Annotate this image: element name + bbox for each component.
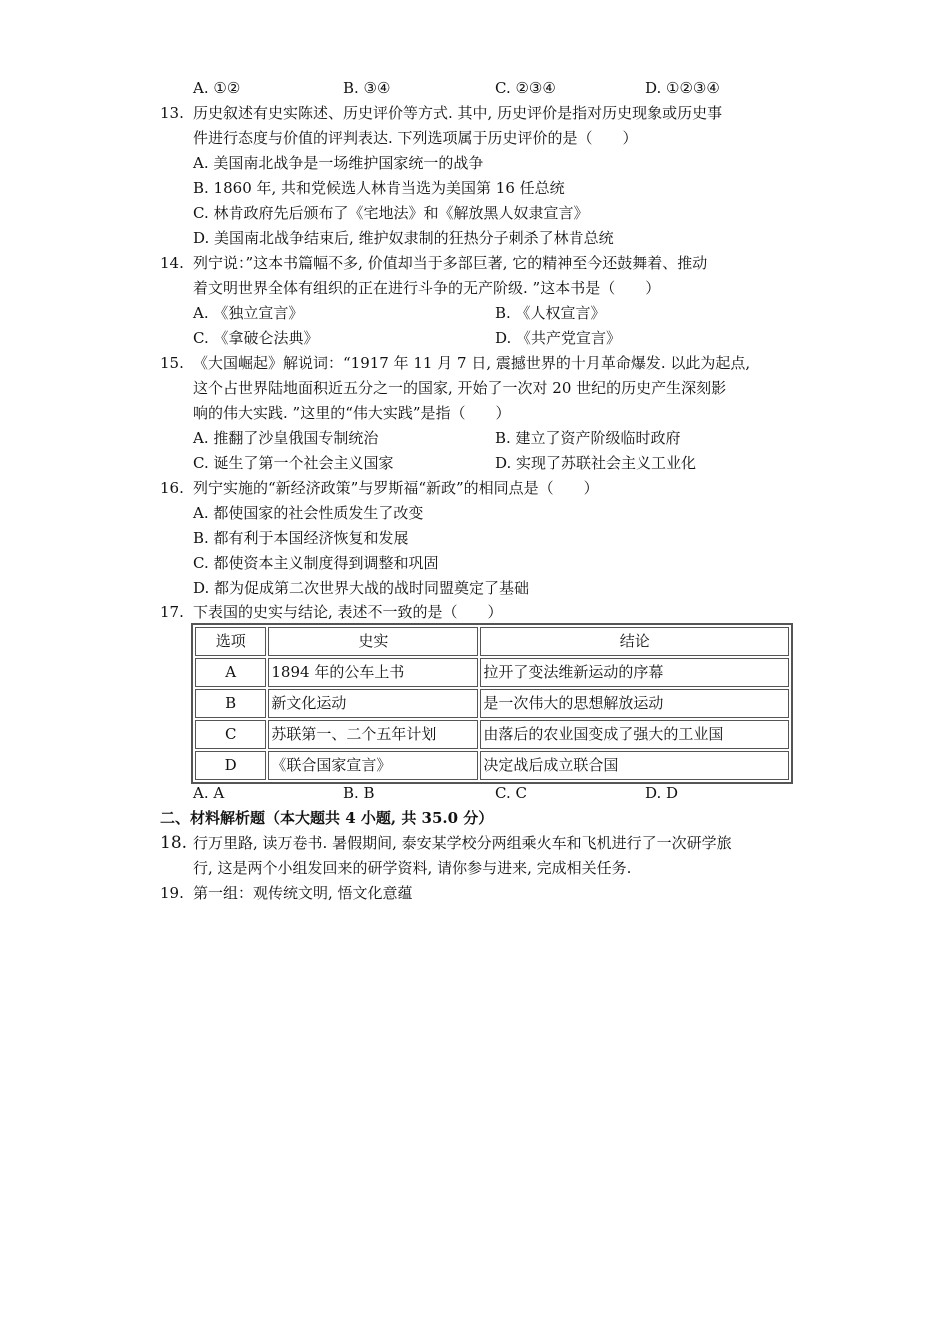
q16-option-a[interactable]: A. 都使国家的社会性质发生了改变 (193, 504, 424, 522)
q14-option-b[interactable]: B. 《人权宣言》 (495, 304, 606, 322)
q16-option-c[interactable]: C. 都使资本主义制度得到调整和巩固 (193, 554, 439, 572)
question-stem: 列宁实施的“新经济政策”与罗斯福“新政”的相同点是（ ） (193, 479, 599, 497)
q15-option-b[interactable]: B. 建立了资产阶级临时政府 (495, 429, 681, 447)
table-row (195, 658, 789, 687)
table-row (195, 720, 789, 749)
q15-option-c[interactable]: C. 诞生了第一个社会主义国家 (193, 454, 394, 472)
table-header-row (195, 627, 789, 656)
history-table (191, 623, 793, 784)
q12-option-d[interactable]: D. ①②③④ (645, 79, 720, 97)
q16-option-b[interactable]: B. 都有利于本国经济恢复和发展 (193, 529, 409, 547)
q12-option-a[interactable]: A. ①② (193, 79, 241, 97)
q13-option-b[interactable]: B. 1860 年, 共和党候选人林肯当选为美国第 16 任总统 (193, 179, 565, 197)
question-number: 16. (160, 479, 184, 497)
table-cell: 拉开了变法维新运动的序幕 (480, 658, 789, 687)
question-number: 15. (160, 354, 184, 372)
table-header-cell: 结论 (480, 627, 789, 656)
question-stem: 第一组：观传统文明, 悟文化意蕴 (193, 884, 413, 902)
table-cell: B (195, 689, 266, 718)
question-number: 14. (160, 254, 184, 272)
question-stem: 行万里路, 读万卷书. 暑假期间, 泰安某学校分两组乘火车和飞机进行了一次研学旅 (193, 834, 732, 852)
question-number: 19. (160, 884, 184, 902)
q17-option-d[interactable]: D. D (645, 784, 679, 802)
q15-option-a[interactable]: A. 推翻了沙皇俄国专制统治 (193, 429, 379, 447)
question-stem: 响的伟大实践. ”这里的“伟大实践”是指（ ） (193, 404, 511, 422)
question-stem: 行, 这是两个小组发回来的研学资料, 请你参与进来, 完成相关任务. (193, 859, 632, 877)
table-cell: 是一次伟大的思想解放运动 (480, 689, 789, 718)
q14-option-d[interactable]: D. 《共产党宣言》 (495, 329, 622, 347)
table-cell: 《联合国家宣言》 (268, 751, 478, 780)
question-stem: 下表国的史实与结论, 表述不一致的是（ ） (193, 603, 503, 621)
q12-option-c[interactable]: C. ②③④ (495, 79, 556, 97)
table-row (195, 751, 789, 780)
q17-option-a[interactable]: A. A (193, 784, 225, 802)
table-header-cell: 选项 (195, 627, 266, 656)
question-stem: 列宁说：”这本书篇幅不多, 价值却当于多部巨著, 它的精神至今还鼓舞着、推动 (193, 254, 708, 272)
q15-option-d[interactable]: D. 实现了苏联社会主义工业化 (495, 454, 697, 472)
q13-option-a[interactable]: A. 美国南北战争是一场维护国家统一的战争 (193, 154, 484, 172)
question-number: 18. (160, 833, 188, 853)
question-stem: 件进行态度与价值的评判表达. 下列选项属于历史评价的是（ ） (193, 129, 638, 147)
table-cell: 苏联第一、二个五年计划 (268, 720, 478, 749)
q13-option-d[interactable]: D. 美国南北战争结束后, 维护奴隶制的狂热分子刺杀了林肯总统 (193, 229, 614, 247)
q17-option-c[interactable]: C. C (495, 784, 527, 802)
question-stem: 着文明世界全体有组织的正在进行斗争的无产阶级. ”这本书是（ ） (193, 279, 661, 297)
question-stem: 《大国崛起》解说词：“1917 年 11 月 7 日, 震撼世界的十月革命爆发. 以此为起点, (193, 354, 751, 372)
section-heading: 二、材料解析题（本大题共 4 小题, 共 35.0 分） (160, 809, 494, 827)
q14-option-a[interactable]: A. 《独立宣言》 (193, 304, 304, 322)
question-number: 17. (160, 603, 184, 621)
q16-option-d[interactable]: D. 都为促成第二次世界大战的战时同盟奠定了基础 (193, 579, 530, 597)
table-cell: 新文化运动 (268, 689, 478, 718)
q17-option-b[interactable]: B. B (343, 784, 375, 802)
table-cell: 决定战后成立联合国 (480, 751, 789, 780)
table-cell: 1894 年的公车上书 (268, 658, 478, 687)
table-cell: A (195, 658, 266, 687)
question-number: 13. (160, 104, 184, 122)
table-cell: D (195, 751, 266, 780)
table-cell: C (195, 720, 266, 749)
q12-option-b[interactable]: B. ③④ (343, 79, 391, 97)
table-cell: 由落后的农业国变成了强大的工业国 (480, 720, 789, 749)
table-header-cell: 史实 (268, 627, 478, 656)
q13-option-c[interactable]: C. 林肯政府先后颁布了《宅地法》和《解放黑人奴隶宣言》 (193, 204, 589, 222)
q14-option-c[interactable]: C. 《拿破仑法典》 (193, 329, 319, 347)
question-stem: 这个占世界陆地面积近五分之一的国家, 开始了一次对 20 世纪的历史产生深刻影 (193, 379, 727, 397)
question-stem: 历史叙述有史实陈述、历史评价等方式. 其中, 历史评价是指对历史现象或历史事 (193, 104, 723, 122)
table-row (195, 689, 789, 718)
